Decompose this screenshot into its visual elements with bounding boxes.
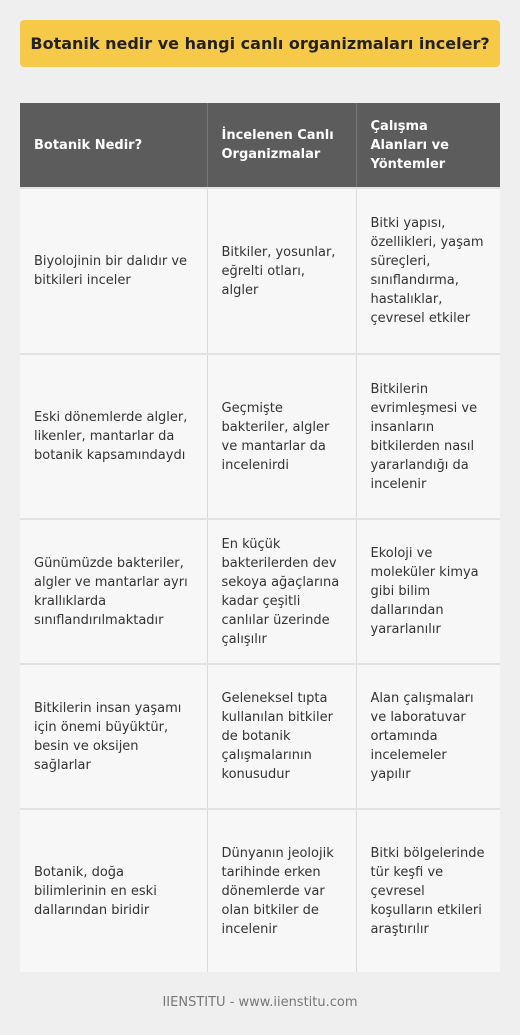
- table-cell: Eski dönemlerde algler, likenler, mantarlar da botanik kapsamındaydı: [20, 354, 207, 519]
- table-cell: Ekoloji ve moleküler kimya gibi bilim dallarından yararlanılır: [356, 519, 500, 664]
- table-cell: Geleneksel tıpta kullanılan bitkiler de botanik çalışmalarının konusudur: [207, 664, 356, 809]
- table-cell: Bitkilerin evrimleşmesi ve insanların bitkilerden nasıl yararlandığı da incelenir: [356, 354, 500, 519]
- table-cell: Günümüzde bakteriler, algler ve mantarlar ayrı krallıklarda sınıflandırılmaktadır: [20, 519, 207, 664]
- title-banner: [20, 20, 500, 67]
- page-title: Botanik nedir ve hangi canlı organizmaları inceler?: [30, 34, 490, 53]
- table-cell: Dünyanın jeolojik tarihinde erken dönemlerde var olan bitkiler de incelenir: [207, 809, 356, 972]
- table-row: [20, 664, 500, 809]
- table-cell: Geçmişte bakteriler, algler ve mantarlar da incelenirdi: [207, 354, 356, 519]
- table-cell: Bitkilerin insan yaşamı için önemi büyüktür, besin ve oksijen sağlarlar: [20, 664, 207, 809]
- header-cell-organisms: İncelenen Canlı Organizmalar: [207, 103, 356, 188]
- table-cell: Bitki bölgelerinde tür keşfi ve çevresel koşulların etkileri araştırılır: [356, 809, 500, 972]
- footer-credit: IIENSTITU - www.iienstitu.com: [162, 995, 358, 1010]
- table-cell: Bitkiler, yosunlar, eğrelti otları, algler: [207, 188, 356, 354]
- table-cell: Botanik, doğa bilimlerinin en eski dallarından biridir: [20, 809, 207, 972]
- table-row: [20, 354, 500, 519]
- header-row: [20, 103, 500, 188]
- table-row: [20, 188, 500, 354]
- table-cell: Biyolojinin bir dalıdır ve bitkileri inceler: [20, 188, 207, 354]
- table-cell: Alan çalışmaları ve laboratuvar ortamında incelemeler yapılır: [356, 664, 500, 809]
- info-table: [20, 103, 500, 972]
- header-cell-fields-methods: Çalışma Alanları ve Yöntemler: [356, 103, 500, 188]
- table-cell: En küçük bakterilerden dev sekoya ağaçlarına kadar çeşitli canlılar üzerinde çalışılır: [207, 519, 356, 664]
- table-row: [20, 519, 500, 664]
- table-row: [20, 809, 500, 972]
- header-cell-what-is-botany: Botanik Nedir?: [20, 103, 207, 188]
- table-cell: Bitki yapısı, özellikleri, yaşam süreçleri, sınıflandırma, hastalıklar, çevresel etkiler: [356, 188, 500, 354]
